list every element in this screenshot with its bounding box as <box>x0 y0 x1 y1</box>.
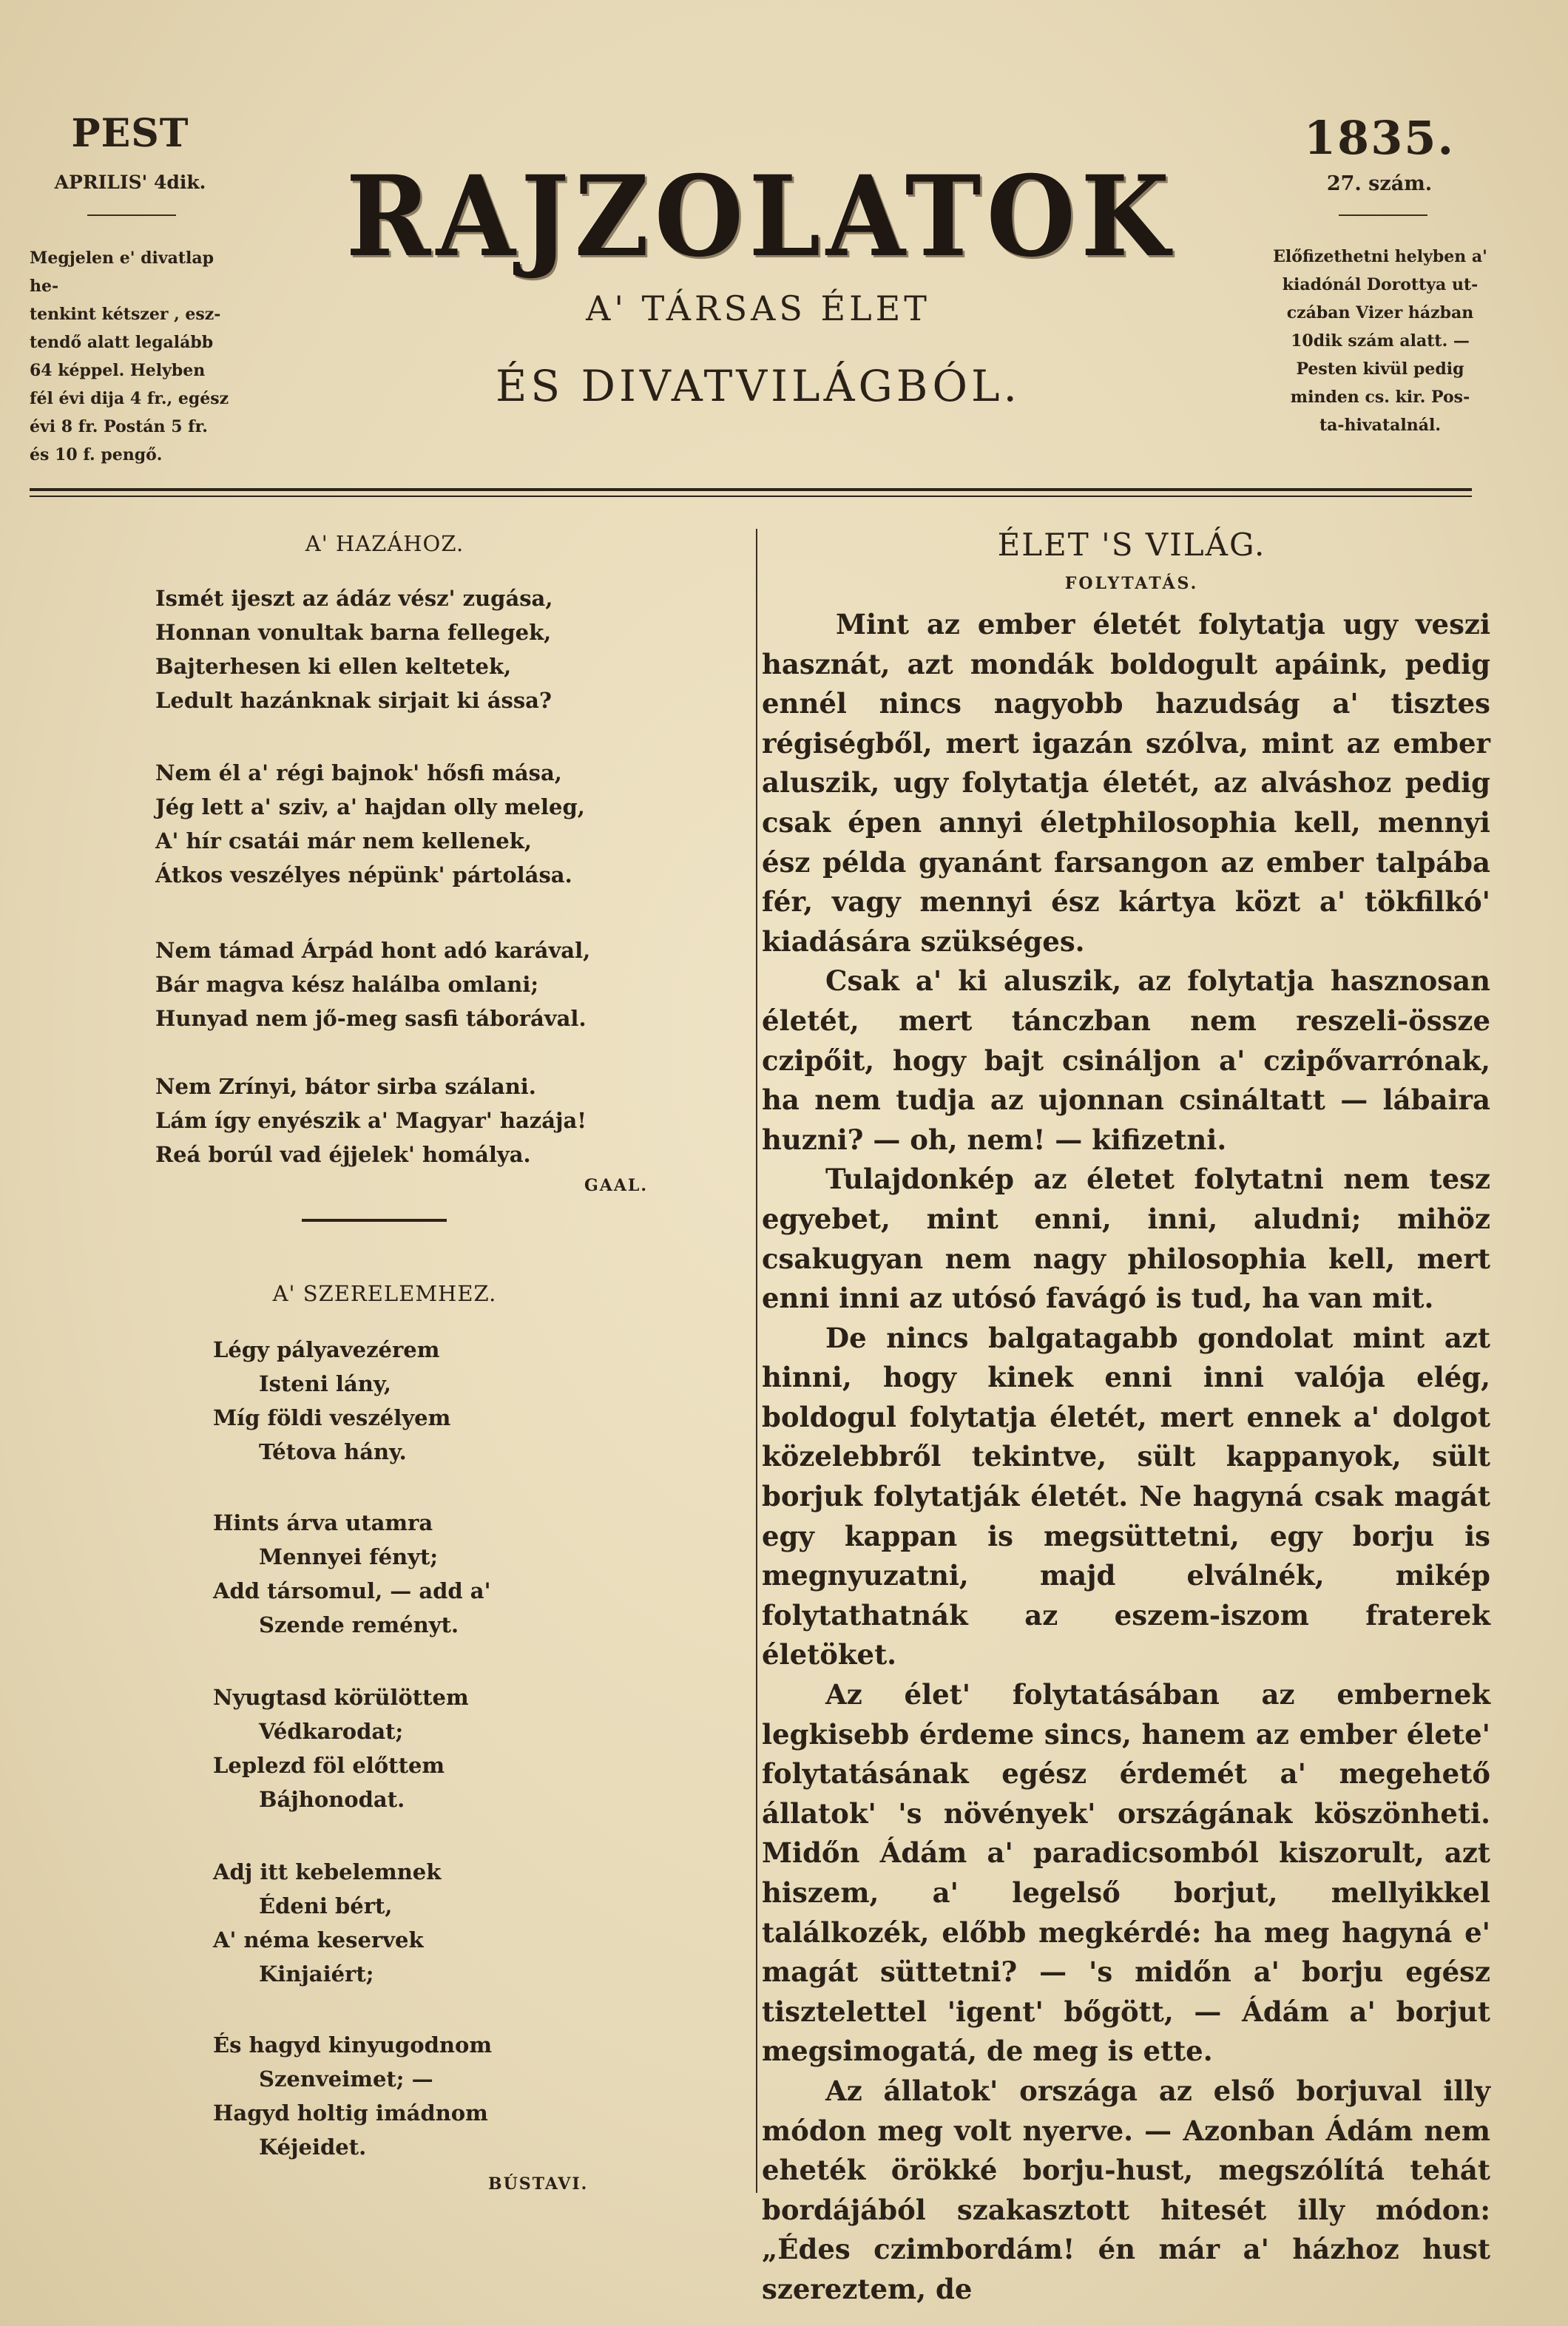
poem-stanza <box>213 1506 490 1642</box>
article-paragraph: Mint az ember életét folytatja ugy veszi hasznát, azt mondák boldogult apáink, pedig ennél nincs nagyobb hazudság a' tisztes régiségből, mert igazán szólva, mint az ember aluszik, ugy folytatja életét, az alváshoz pedig csak épen annyi életphilosophia kell, mennyi ész példa gyanánt farsangon az ember talpába fér, vagy mennyi ész kártya közt a' tökfilkó' kiadására szükséges. <box>762 608 1490 958</box>
poem-line: Adj itt kebelemnek <box>213 1859 442 1884</box>
poem-line: Reá borúl vad éjjelek' homálya. <box>155 1142 531 1167</box>
header-left-rule <box>87 214 176 216</box>
poem-title: A' SZERELEMHEZ. <box>272 1281 497 1306</box>
place-name: PEST <box>71 111 189 156</box>
pubinfo-line: 64 képpel. Helyben <box>30 361 206 380</box>
poem-line: Nem él a' régi bajnok' hősfi mása, <box>155 760 562 785</box>
masthead-subtitle-line2: ÉS DIVATVILÁGBÓL. <box>495 361 1021 411</box>
poem-line: Bár magva kész halálba omlani; <box>155 972 539 997</box>
poem-stanza <box>155 933 590 1035</box>
poem-line: Hints árva utamra <box>213 1510 433 1535</box>
poem-line: Kinjaiért; <box>259 1961 374 1987</box>
header-rule-thick <box>30 488 1472 491</box>
poem-line: Bajterhesen ki ellen keltetek, <box>155 654 512 679</box>
subinfo-line: Pesten kivül pedig <box>1296 359 1464 379</box>
poem-line: Édeni bért, <box>259 1893 393 1918</box>
poem-line: Nyugtasd körülöttem <box>213 1685 469 1710</box>
poem-line: Leplezd föl előttem <box>213 1753 445 1778</box>
poem-stanza <box>155 756 585 892</box>
poem-line: Bájhonodat. <box>259 1787 405 1812</box>
poem-line: Védkarodat; <box>259 1719 404 1744</box>
poem-line: Tétova hány. <box>259 1439 407 1464</box>
article-paragraph: Az élet' folytatásában az embernek legkisebb érdeme sincs, hanem az ember élete' folytatásának egész érdemét a' megehető állatok' 's növények' országának köszönheti. Midőn Ádám a' paradicsomból kiszorult, azt hiszem, a' legelső borjut, mellyikkel találkozék, előbb megkérdé: ha meg hagyná e' magát süttetni? — 's midőn a' borju egész tisztelettel 'igent' bőgött, — Ádám a' borjut megsimogatá, de meg is ette. <box>762 1678 1490 2068</box>
subinfo-line: ta-hivatalnál. <box>1319 416 1441 435</box>
poem-stanza <box>155 1069 587 1172</box>
poem-line: Szenveimet; — <box>259 2066 433 2092</box>
subinfo-line: czában Vizer házban <box>1286 303 1474 322</box>
article-paragraph: Az állatok' országa az első borjuval illy módon meg volt nyerve. — Azonban Ádám nem eheték örökké borju-hust, megszólítá tehát bordájából szakasztott hitesét illy módon: „Édes czimbordám! én már a' házhoz hust szereztem, de <box>762 2074 1490 2305</box>
pubinfo-line: tendő alatt legalább <box>30 333 214 352</box>
poem-stanza <box>213 1680 469 1816</box>
subinfo-line: 10dik szám alatt. — <box>1291 331 1470 351</box>
pubinfo-line: Megjelen e' divatlap he- <box>30 249 214 296</box>
subscription-info <box>1262 243 1498 439</box>
poem-separator <box>302 1219 447 1222</box>
pubinfo-line: fél évi dija 4 fr., egész <box>30 389 229 408</box>
header-right-rule <box>1339 214 1427 216</box>
poem-line: A' néma keservek <box>213 1927 424 1953</box>
issue-number: 27. szám. <box>1326 172 1433 195</box>
masthead-subtitle-line1: A' TÁRSAS ÉLET <box>586 288 930 328</box>
poem-line: Szende reményt. <box>259 1612 459 1637</box>
article-subtitle: FOLYTATÁS. <box>1064 574 1199 593</box>
poem-stanza <box>155 581 552 717</box>
subinfo-line: kiadónál Dorottya ut- <box>1282 275 1479 294</box>
poem-line: Hagyd holtig imádnom <box>213 2100 488 2126</box>
poem-line: Ismét ijeszt az ádáz vész' zugása, <box>155 586 553 611</box>
poem-line: Add társomul, — add a' <box>213 1578 491 1603</box>
poem-line: Lám így enyészik a' Magyar' hazája! <box>155 1108 587 1133</box>
poem-stanza <box>213 2028 492 2164</box>
poem-line: Nem Zrínyi, bátor sirba szálani. <box>155 1074 536 1099</box>
poem-line: Jég lett a' sziv, a' hajdan olly meleg, <box>155 794 585 819</box>
subinfo-line: Előfizethetni helyben a' <box>1273 247 1487 266</box>
poem-line: Mennyei fényt; <box>259 1544 439 1569</box>
poem-line: Légy pályavezérem <box>213 1337 440 1362</box>
issue-year: 1835. <box>1303 111 1456 165</box>
header-rule-thin <box>30 496 1472 497</box>
poem-author: BÚSTAVI. <box>488 2174 589 2194</box>
pubinfo-line: évi 8 fr. Postán 5 fr. <box>30 417 208 436</box>
issue-date: APRILIS' 4dik. <box>54 172 206 193</box>
poem-title: A' HAZÁHOZ. <box>305 531 464 556</box>
poem-line: Kéjeidet. <box>259 2134 367 2160</box>
poem-line: Isteni lány, <box>259 1371 391 1396</box>
poem-line: És hagyd kinyugodnom <box>213 2032 493 2058</box>
article-paragraph: De nincs balgatagabb gondolat mint azt hinni, hogy kinek enni inni valója elég, boldogul folytatja életét, mert ennek a' dolgot közelebbről tekintve, sült kappanyok, sült borjuk folytatják életét. Ne hagyná csak magát egy kappan is megsüttetni, egy borju is megnyuzatni, majd elválnék, mikép folytathatnák az eszem-iszom fraterek életöket. <box>762 1321 1490 1671</box>
article-paragraph: Tulajdonkép az életet folytatni nem tesz egyebet, mint enni, inni, aludni; mihöz csakugyan nem nagy philosophia kell, mert enni inni az utósó favágó is tud, ha van mit. <box>762 1163 1490 1315</box>
poem-line: Nem támad Árpád hont adó karával, <box>155 938 591 963</box>
poem-line: Míg földi veszélyem <box>213 1405 451 1430</box>
article-title: ÉLET 'S VILÁG. <box>997 527 1266 563</box>
article-paragraph: Csak a' ki aluszik, az folytatja hasznosan életét, mert tánczban nem reszeli-össze czipőit, hogy bajt csináljon a' czipővarrónak, ha nem tudja az ujonnan csináltatt — lábaira huzni? — oh, nem! — kifizetni. <box>762 964 1490 1156</box>
pubinfo-line: tenkint kétszer , esz- <box>30 305 221 324</box>
masthead-title: RAJZOLATOK <box>345 152 1175 282</box>
poem-line: Honnan vonultak barna fellegek, <box>155 620 552 645</box>
poem-author: GAAL. <box>584 1176 649 1195</box>
poem-line: Ledult hazánknak sirjait ki ássa? <box>155 688 552 713</box>
article-body <box>762 605 1490 2310</box>
publication-info <box>30 244 244 469</box>
poem-line: Átkos veszélyes népünk' pártolása. <box>155 862 572 888</box>
column-divider <box>756 529 757 2193</box>
pubinfo-line: és 10 f. pengő. <box>30 445 163 464</box>
subinfo-line: minden cs. kir. Pos- <box>1290 388 1470 407</box>
poem-stanza <box>213 1333 450 1469</box>
poem-stanza <box>213 1855 441 1991</box>
poem-line: Hunyad nem jő-meg sasfi táborával. <box>155 1006 587 1031</box>
poem-line: A' hír csatái már nem kellenek, <box>155 828 532 853</box>
